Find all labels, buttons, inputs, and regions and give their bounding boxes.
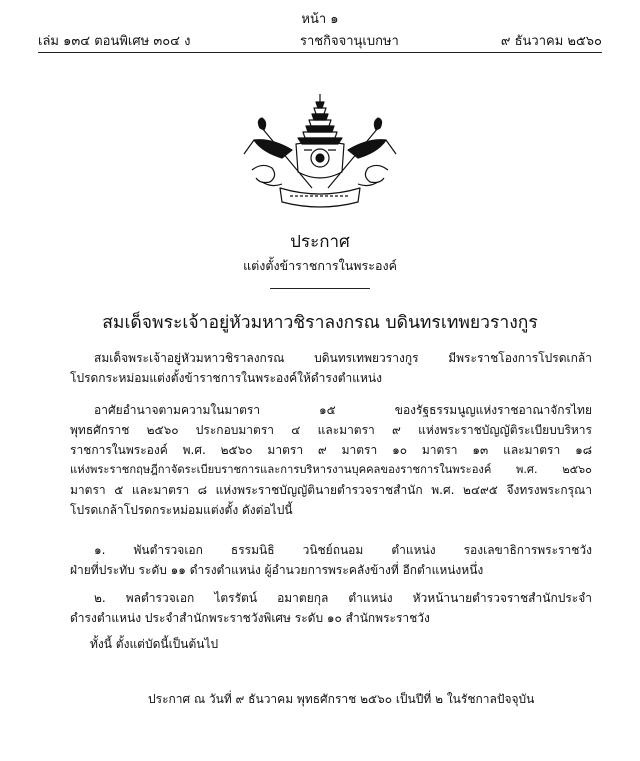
text-line: ราชการในพระองค์ พ.ศ. ๒๕๖๐ มาตรา ๙ มาตรา ๑๐ มาตรา ๑๓ และมาตรา ๑๘ xyxy=(70,443,592,457)
text-line: ดำรงตำแหน่ง ประจำสำนักพระราชวังพิเศษ ระดับ ๑๐ สำนักพระราชวัง xyxy=(70,611,430,625)
text-line: ทั้งนี้ ตั้งแต่บัดนี้เป็นต้นไป xyxy=(90,637,219,651)
proclamation-date: ประกาศ ณ วันที่ ๙ ธันวาคม พุทธศักราช ๒๕๖๐ เป็นปีที่ ๒ ในรัชกาลปัจจุบัน xyxy=(148,692,535,706)
paragraph-royal-command xyxy=(70,348,592,388)
title-divider xyxy=(270,288,370,289)
announcement-title: ประกาศ xyxy=(290,232,350,252)
page-number: หน้า ๑ xyxy=(301,12,339,27)
text-line: อาศัยอำนาจตามความในมาตรา ๑๕ ของรัฐธรรมนูญแห่งราชอาณาจักรไทย xyxy=(94,403,592,417)
gazette-header xyxy=(38,30,602,50)
announcement-subtitle: แต่งตั้งข้าราชการในพระองค์ xyxy=(243,258,397,273)
volume-label: เล่ม ๑๓๔ ตอนพิเศษ ๓๐๔ ง xyxy=(38,34,191,49)
text-line: ๑. พันตำรวจเอก ธรรมนิธิ วนิชย์ถนอม ตำแหน่ง รองเลขาธิการพระราชวัง xyxy=(94,543,592,557)
text-line: มาตรา ๕ และมาตรา ๘ แห่งพระราชบัญญัตินายตำรวจราชสำนัก พ.ศ. ๒๔๙๕ จึงทรงพระกรุณา xyxy=(70,483,592,497)
text-line: ๒. พลตำรวจเอก ไตรรัตน์ อมาตยกุล ตำแหน่ง หัวหน้านายตำรวจราชสำนักประจำ xyxy=(94,591,592,605)
text-line: แห่งพระราชกฤษฎีกาจัดระเบียบราชการและการบริหารงานบุคคลของราชการในพระองค์ พ.ศ. ๒๕๖๐ xyxy=(70,463,592,476)
text-line: โปรดเกล้าโปรดกระหม่อมแต่งตั้ง ดังต่อไปนี้ xyxy=(70,503,293,517)
garuda-royal-emblem-icon xyxy=(232,92,408,212)
king-name: สมเด็จพระเจ้าอยู่หัวมหาวชิราลงกรณ บดินทรเทพยวรางกูร xyxy=(102,313,538,333)
paragraph-legal-basis xyxy=(70,400,592,520)
closing-clause xyxy=(70,634,592,654)
issue-date: ๙ ธันวาคม ๒๕๖๐ xyxy=(500,34,602,49)
gazette-title: ราชกิจจานุเบกษา xyxy=(300,34,399,49)
text-line: พุทธศักราช ๒๕๖๐ ประกอบมาตรา ๔ และมาตรา ๙ แห่งพระราชบัญญัติระเบียบบริหาร xyxy=(70,423,592,437)
text-line: สมเด็จพระเจ้าอยู่หัวมหาวชิราลงกรณ บดินทรเทพยวรางกูร มีพระราชโองการโปรดเกล้า xyxy=(94,351,592,365)
header-divider xyxy=(38,52,602,53)
text-line: ฝ่ายที่ประทับ ระดับ ๑๑ ดำรงตำแหน่ง ผู้อำนวยการพระคลังข้างที่ อีกตำแหน่งหนึ่ง xyxy=(70,563,484,577)
text-line: โปรดกระหม่อมแต่งตั้งข้าราชการในพระองค์ให้ดำรงตำแหน่ง xyxy=(70,371,382,385)
appointment-item-1 xyxy=(70,540,592,580)
appointment-item-2 xyxy=(70,588,592,628)
